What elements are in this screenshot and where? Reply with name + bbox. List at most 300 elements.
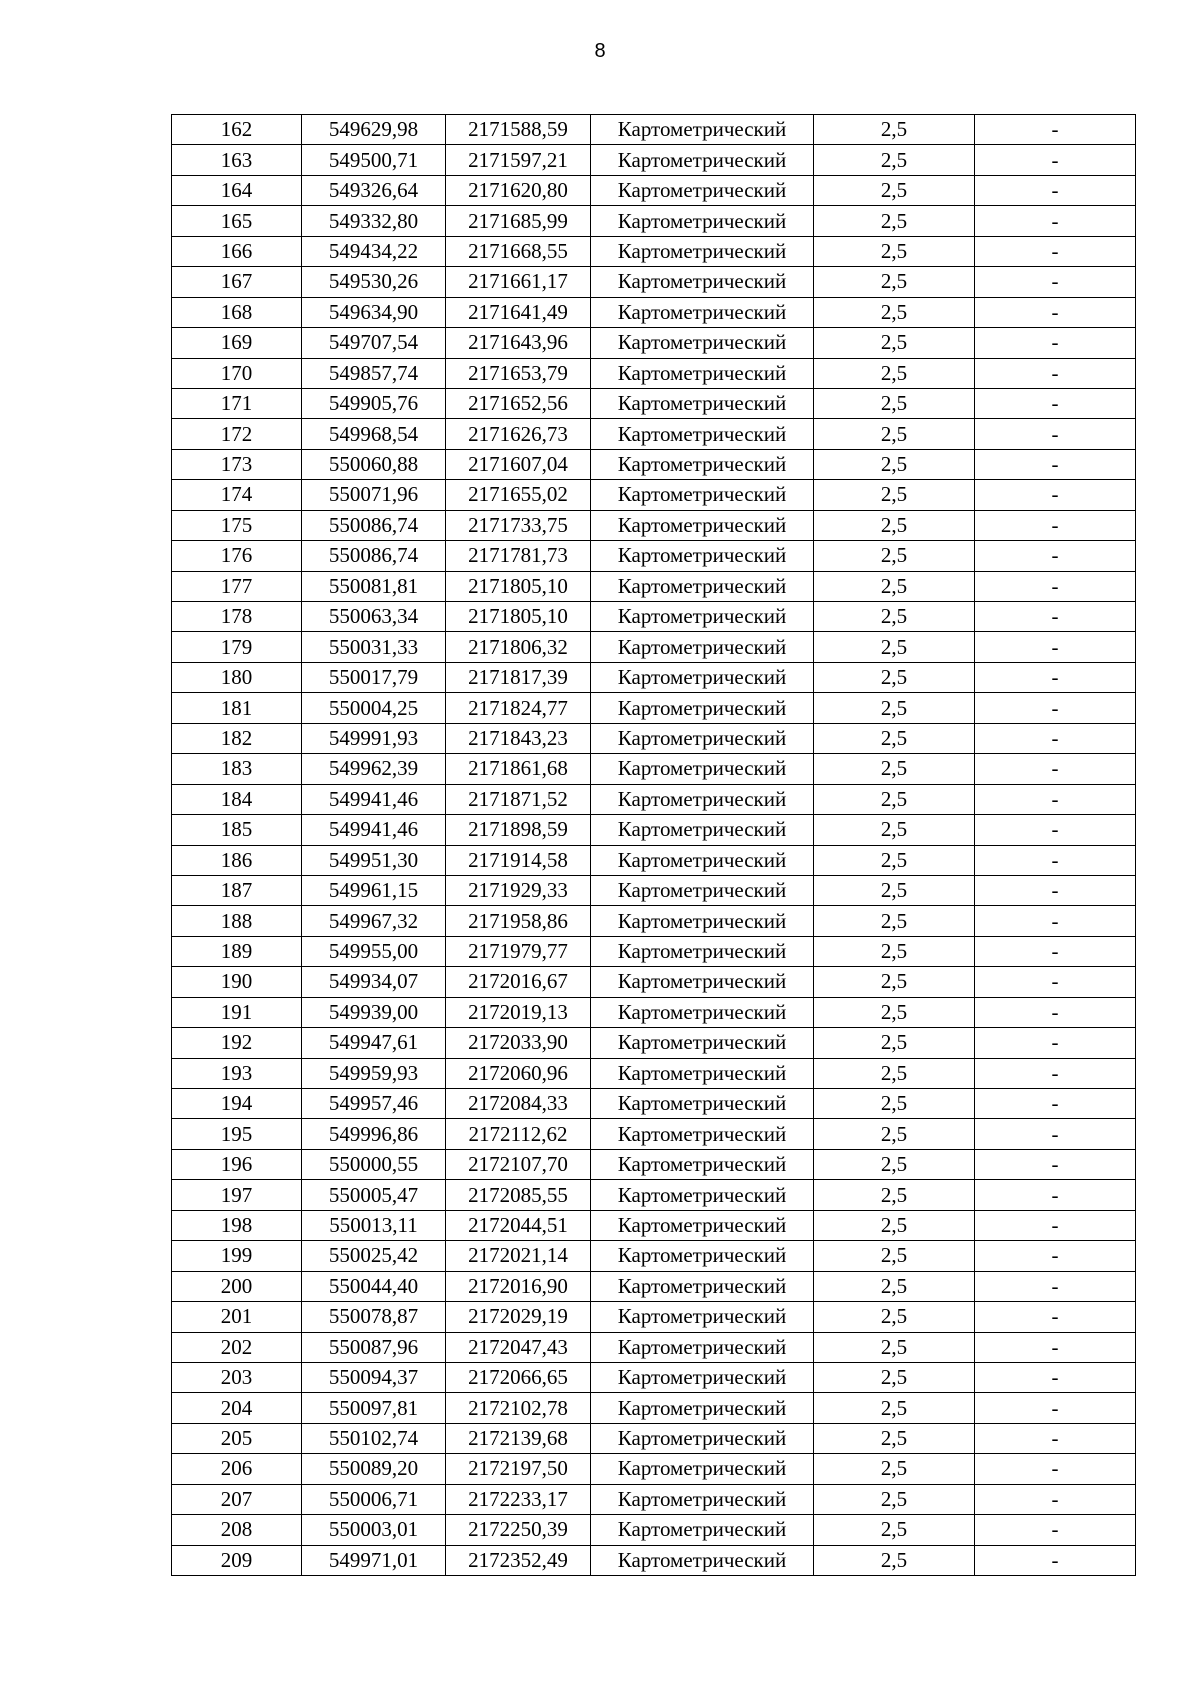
table-row	[172, 449, 1136, 479]
accuracy-cell: 2,5	[814, 906, 975, 936]
accuracy-cell: 2,5	[814, 1515, 975, 1545]
note-cell: -	[975, 358, 1136, 388]
table-row	[172, 419, 1136, 449]
note-cell: -	[975, 1423, 1136, 1453]
note-cell: -	[975, 1180, 1136, 1210]
method-cell: Картометрический	[591, 175, 814, 205]
y-coordinate-cell: 2172084,33	[446, 1089, 591, 1119]
table-row	[172, 1484, 1136, 1514]
method-cell: Картометрический	[591, 1302, 814, 1332]
point-number-cell: 167	[172, 267, 302, 297]
x-coordinate-cell: 550005,47	[302, 1180, 446, 1210]
y-coordinate-cell: 2171914,58	[446, 845, 591, 875]
table-row	[172, 358, 1136, 388]
x-coordinate-cell: 549629,98	[302, 115, 446, 145]
x-coordinate-cell: 550086,74	[302, 541, 446, 571]
table-row	[172, 1028, 1136, 1058]
x-coordinate-cell: 550063,34	[302, 602, 446, 632]
note-cell: -	[975, 175, 1136, 205]
y-coordinate-cell: 2171843,23	[446, 723, 591, 753]
note-cell: -	[975, 297, 1136, 327]
x-coordinate-cell: 549941,46	[302, 815, 446, 845]
note-cell: -	[975, 967, 1136, 997]
note-cell: -	[975, 510, 1136, 540]
x-coordinate-cell: 550031,33	[302, 632, 446, 662]
y-coordinate-cell: 2172197,50	[446, 1454, 591, 1484]
accuracy-cell: 2,5	[814, 1271, 975, 1301]
accuracy-cell: 2,5	[814, 997, 975, 1027]
point-number-cell: 186	[172, 845, 302, 875]
accuracy-cell: 2,5	[814, 388, 975, 418]
point-number-cell: 195	[172, 1119, 302, 1149]
table-row	[172, 510, 1136, 540]
accuracy-cell: 2,5	[814, 784, 975, 814]
y-coordinate-cell: 2171607,04	[446, 449, 591, 479]
method-cell: Картометрический	[591, 602, 814, 632]
point-number-cell: 180	[172, 662, 302, 692]
note-cell: -	[975, 1028, 1136, 1058]
method-cell: Картометрический	[591, 723, 814, 753]
point-number-cell: 185	[172, 815, 302, 845]
y-coordinate-cell: 2171805,10	[446, 602, 591, 632]
table-row	[172, 693, 1136, 723]
method-cell: Картометрический	[591, 693, 814, 723]
x-coordinate-cell: 549957,46	[302, 1089, 446, 1119]
point-number-cell: 190	[172, 967, 302, 997]
x-coordinate-cell: 549434,22	[302, 236, 446, 266]
x-coordinate-cell: 549947,61	[302, 1028, 446, 1058]
accuracy-cell: 2,5	[814, 206, 975, 236]
point-number-cell: 176	[172, 541, 302, 571]
table-row	[172, 1332, 1136, 1362]
note-cell: -	[975, 419, 1136, 449]
y-coordinate-cell: 2172139,68	[446, 1423, 591, 1453]
accuracy-cell: 2,5	[814, 115, 975, 145]
table-row	[172, 936, 1136, 966]
note-cell: -	[975, 1393, 1136, 1423]
y-coordinate-cell: 2171817,39	[446, 662, 591, 692]
note-cell: -	[975, 754, 1136, 784]
point-number-cell: 199	[172, 1241, 302, 1271]
note-cell: -	[975, 875, 1136, 905]
note-cell: -	[975, 997, 1136, 1027]
note-cell: -	[975, 1271, 1136, 1301]
point-number-cell: 184	[172, 784, 302, 814]
x-coordinate-cell: 549857,74	[302, 358, 446, 388]
x-coordinate-cell: 550097,81	[302, 1393, 446, 1423]
x-coordinate-cell: 549326,64	[302, 175, 446, 205]
y-coordinate-cell: 2172233,17	[446, 1484, 591, 1514]
y-coordinate-cell: 2171652,56	[446, 388, 591, 418]
accuracy-cell: 2,5	[814, 145, 975, 175]
method-cell: Картометрический	[591, 1362, 814, 1392]
point-number-cell: 194	[172, 1089, 302, 1119]
point-number-cell: 191	[172, 997, 302, 1027]
method-cell: Картометрический	[591, 754, 814, 784]
accuracy-cell: 2,5	[814, 1119, 975, 1149]
method-cell: Картометрический	[591, 1028, 814, 1058]
y-coordinate-cell: 2171929,33	[446, 875, 591, 905]
table-row	[172, 206, 1136, 236]
y-coordinate-cell: 2171824,77	[446, 693, 591, 723]
table-row	[172, 632, 1136, 662]
y-coordinate-cell: 2172085,55	[446, 1180, 591, 1210]
y-coordinate-cell: 2172102,78	[446, 1393, 591, 1423]
y-coordinate-cell: 2171653,79	[446, 358, 591, 388]
y-coordinate-cell: 2171641,49	[446, 297, 591, 327]
method-cell: Картометрический	[591, 784, 814, 814]
x-coordinate-cell: 550017,79	[302, 662, 446, 692]
method-cell: Картометрический	[591, 449, 814, 479]
note-cell: -	[975, 1210, 1136, 1240]
table-row	[172, 784, 1136, 814]
accuracy-cell: 2,5	[814, 1332, 975, 1362]
accuracy-cell: 2,5	[814, 1393, 975, 1423]
note-cell: -	[975, 662, 1136, 692]
accuracy-cell: 2,5	[814, 510, 975, 540]
y-coordinate-cell: 2172250,39	[446, 1515, 591, 1545]
method-cell: Картометрический	[591, 662, 814, 692]
table-row	[172, 1210, 1136, 1240]
note-cell: -	[975, 388, 1136, 418]
point-number-cell: 168	[172, 297, 302, 327]
point-number-cell: 192	[172, 1028, 302, 1058]
method-cell: Картометрический	[591, 1058, 814, 1088]
method-cell: Картометрический	[591, 571, 814, 601]
accuracy-cell: 2,5	[814, 1423, 975, 1453]
y-coordinate-cell: 2172352,49	[446, 1545, 591, 1575]
method-cell: Картометрический	[591, 1210, 814, 1240]
note-cell: -	[975, 602, 1136, 632]
accuracy-cell: 2,5	[814, 967, 975, 997]
point-number-cell: 187	[172, 875, 302, 905]
point-number-cell: 201	[172, 1302, 302, 1332]
table-row	[172, 845, 1136, 875]
note-cell: -	[975, 784, 1136, 814]
method-cell: Картометрический	[591, 267, 814, 297]
method-cell: Картометрический	[591, 419, 814, 449]
method-cell: Картометрический	[591, 875, 814, 905]
note-cell: -	[975, 328, 1136, 358]
point-number-cell: 175	[172, 510, 302, 540]
y-coordinate-cell: 2172107,70	[446, 1149, 591, 1179]
accuracy-cell: 2,5	[814, 1058, 975, 1088]
x-coordinate-cell: 550071,96	[302, 480, 446, 510]
table-row	[172, 662, 1136, 692]
note-cell: -	[975, 1454, 1136, 1484]
method-cell: Картометрический	[591, 1454, 814, 1484]
y-coordinate-cell: 2171588,59	[446, 115, 591, 145]
x-coordinate-cell: 550044,40	[302, 1271, 446, 1301]
y-coordinate-cell: 2171979,77	[446, 936, 591, 966]
table-row	[172, 267, 1136, 297]
table-row	[172, 997, 1136, 1027]
x-coordinate-cell: 549967,32	[302, 906, 446, 936]
method-cell: Картометрический	[591, 541, 814, 571]
table-row	[172, 480, 1136, 510]
coordinates-table	[171, 114, 1136, 1576]
note-cell: -	[975, 1089, 1136, 1119]
table-row	[172, 1241, 1136, 1271]
note-cell: -	[975, 1241, 1136, 1271]
accuracy-cell: 2,5	[814, 236, 975, 266]
accuracy-cell: 2,5	[814, 1545, 975, 1575]
y-coordinate-cell: 2172066,65	[446, 1362, 591, 1392]
table-row	[172, 875, 1136, 905]
point-number-cell: 204	[172, 1393, 302, 1423]
point-number-cell: 173	[172, 449, 302, 479]
note-cell: -	[975, 1149, 1136, 1179]
x-coordinate-cell: 550081,81	[302, 571, 446, 601]
method-cell: Картометрический	[591, 236, 814, 266]
y-coordinate-cell: 2172060,96	[446, 1058, 591, 1088]
table-row	[172, 1302, 1136, 1332]
x-coordinate-cell: 550003,01	[302, 1515, 446, 1545]
y-coordinate-cell: 2171781,73	[446, 541, 591, 571]
y-coordinate-cell: 2171620,80	[446, 175, 591, 205]
method-cell: Картометрический	[591, 388, 814, 418]
x-coordinate-cell: 549961,15	[302, 875, 446, 905]
point-number-cell: 181	[172, 693, 302, 723]
point-number-cell: 200	[172, 1271, 302, 1301]
method-cell: Картометрический	[591, 1515, 814, 1545]
point-number-cell: 171	[172, 388, 302, 418]
method-cell: Картометрический	[591, 1180, 814, 1210]
note-cell: -	[975, 145, 1136, 175]
y-coordinate-cell: 2172016,90	[446, 1271, 591, 1301]
point-number-cell: 183	[172, 754, 302, 784]
point-number-cell: 189	[172, 936, 302, 966]
point-number-cell: 188	[172, 906, 302, 936]
method-cell: Картометрический	[591, 1089, 814, 1119]
x-coordinate-cell: 550006,71	[302, 1484, 446, 1514]
y-coordinate-cell: 2172112,62	[446, 1119, 591, 1149]
x-coordinate-cell: 549500,71	[302, 145, 446, 175]
note-cell: -	[975, 236, 1136, 266]
y-coordinate-cell: 2171958,86	[446, 906, 591, 936]
note-cell: -	[975, 632, 1136, 662]
y-coordinate-cell: 2172033,90	[446, 1028, 591, 1058]
x-coordinate-cell: 549934,07	[302, 967, 446, 997]
table-row	[172, 1393, 1136, 1423]
y-coordinate-cell: 2171655,02	[446, 480, 591, 510]
accuracy-cell: 2,5	[814, 693, 975, 723]
method-cell: Картометрический	[591, 1545, 814, 1575]
method-cell: Картометрический	[591, 115, 814, 145]
x-coordinate-cell: 549991,93	[302, 723, 446, 753]
y-coordinate-cell: 2171685,99	[446, 206, 591, 236]
x-coordinate-cell: 550078,87	[302, 1302, 446, 1332]
table-row	[172, 754, 1136, 784]
table-row	[172, 145, 1136, 175]
method-cell: Картометрический	[591, 480, 814, 510]
point-number-cell: 172	[172, 419, 302, 449]
x-coordinate-cell: 550004,25	[302, 693, 446, 723]
method-cell: Картометрический	[591, 815, 814, 845]
accuracy-cell: 2,5	[814, 815, 975, 845]
table-row	[172, 967, 1136, 997]
page-number: 8	[594, 40, 606, 62]
x-coordinate-cell: 550102,74	[302, 1423, 446, 1453]
method-cell: Картометрический	[591, 206, 814, 236]
accuracy-cell: 2,5	[814, 875, 975, 905]
accuracy-cell: 2,5	[814, 602, 975, 632]
x-coordinate-cell: 549332,80	[302, 206, 446, 236]
x-coordinate-cell: 549634,90	[302, 297, 446, 327]
y-coordinate-cell: 2171871,52	[446, 784, 591, 814]
table-row	[172, 541, 1136, 571]
x-coordinate-cell: 550013,11	[302, 1210, 446, 1240]
accuracy-cell: 2,5	[814, 1454, 975, 1484]
method-cell: Картометрический	[591, 510, 814, 540]
table-body	[172, 115, 1136, 1576]
x-coordinate-cell: 549959,93	[302, 1058, 446, 1088]
table-row	[172, 1271, 1136, 1301]
point-number-cell: 208	[172, 1515, 302, 1545]
method-cell: Картометрический	[591, 1484, 814, 1514]
accuracy-cell: 2,5	[814, 1362, 975, 1392]
x-coordinate-cell: 549996,86	[302, 1119, 446, 1149]
accuracy-cell: 2,5	[814, 328, 975, 358]
y-coordinate-cell: 2171805,10	[446, 571, 591, 601]
x-coordinate-cell: 550087,96	[302, 1332, 446, 1362]
note-cell: -	[975, 693, 1136, 723]
table-row	[172, 1119, 1136, 1149]
accuracy-cell: 2,5	[814, 1089, 975, 1119]
method-cell: Картометрический	[591, 145, 814, 175]
point-number-cell: 203	[172, 1362, 302, 1392]
x-coordinate-cell: 549707,54	[302, 328, 446, 358]
point-number-cell: 166	[172, 236, 302, 266]
x-coordinate-cell: 549962,39	[302, 754, 446, 784]
table-row	[172, 815, 1136, 845]
y-coordinate-cell: 2171733,75	[446, 510, 591, 540]
note-cell: -	[975, 480, 1136, 510]
accuracy-cell: 2,5	[814, 541, 975, 571]
point-number-cell: 202	[172, 1332, 302, 1362]
point-number-cell: 178	[172, 602, 302, 632]
x-coordinate-cell: 549968,54	[302, 419, 446, 449]
note-cell: -	[975, 267, 1136, 297]
accuracy-cell: 2,5	[814, 419, 975, 449]
table-row	[172, 1180, 1136, 1210]
x-coordinate-cell: 550086,74	[302, 510, 446, 540]
x-coordinate-cell: 550060,88	[302, 449, 446, 479]
method-cell: Картометрический	[591, 997, 814, 1027]
note-cell: -	[975, 1362, 1136, 1392]
note-cell: -	[975, 1302, 1136, 1332]
accuracy-cell: 2,5	[814, 1180, 975, 1210]
table-row	[172, 236, 1136, 266]
y-coordinate-cell: 2171806,32	[446, 632, 591, 662]
note-cell: -	[975, 906, 1136, 936]
note-cell: -	[975, 206, 1136, 236]
table-row	[172, 1423, 1136, 1453]
accuracy-cell: 2,5	[814, 1241, 975, 1271]
table-row	[172, 602, 1136, 632]
method-cell: Картометрический	[591, 1393, 814, 1423]
accuracy-cell: 2,5	[814, 1149, 975, 1179]
x-coordinate-cell: 550094,37	[302, 1362, 446, 1392]
note-cell: -	[975, 1119, 1136, 1149]
point-number-cell: 207	[172, 1484, 302, 1514]
accuracy-cell: 2,5	[814, 1484, 975, 1514]
y-coordinate-cell: 2171597,21	[446, 145, 591, 175]
point-number-cell: 193	[172, 1058, 302, 1088]
note-cell: -	[975, 1545, 1136, 1575]
point-number-cell: 177	[172, 571, 302, 601]
table-row	[172, 328, 1136, 358]
x-coordinate-cell: 549955,00	[302, 936, 446, 966]
accuracy-cell: 2,5	[814, 449, 975, 479]
method-cell: Картометрический	[591, 328, 814, 358]
point-number-cell: 165	[172, 206, 302, 236]
note-cell: -	[975, 115, 1136, 145]
method-cell: Картометрический	[591, 1332, 814, 1362]
point-number-cell: 169	[172, 328, 302, 358]
accuracy-cell: 2,5	[814, 267, 975, 297]
accuracy-cell: 2,5	[814, 297, 975, 327]
point-number-cell: 196	[172, 1149, 302, 1179]
table-row	[172, 571, 1136, 601]
method-cell: Картометрический	[591, 632, 814, 662]
accuracy-cell: 2,5	[814, 632, 975, 662]
point-number-cell: 209	[172, 1545, 302, 1575]
y-coordinate-cell: 2172021,14	[446, 1241, 591, 1271]
point-number-cell: 162	[172, 115, 302, 145]
method-cell: Картометрический	[591, 1119, 814, 1149]
point-number-cell: 174	[172, 480, 302, 510]
note-cell: -	[975, 1058, 1136, 1088]
point-number-cell: 197	[172, 1180, 302, 1210]
method-cell: Картометрический	[591, 1241, 814, 1271]
x-coordinate-cell: 549939,00	[302, 997, 446, 1027]
y-coordinate-cell: 2171898,59	[446, 815, 591, 845]
point-number-cell: 205	[172, 1423, 302, 1453]
point-number-cell: 198	[172, 1210, 302, 1240]
accuracy-cell: 2,5	[814, 723, 975, 753]
y-coordinate-cell: 2172019,13	[446, 997, 591, 1027]
x-coordinate-cell: 549951,30	[302, 845, 446, 875]
point-number-cell: 182	[172, 723, 302, 753]
accuracy-cell: 2,5	[814, 754, 975, 784]
accuracy-cell: 2,5	[814, 1028, 975, 1058]
point-number-cell: 163	[172, 145, 302, 175]
table-row	[172, 115, 1136, 145]
accuracy-cell: 2,5	[814, 571, 975, 601]
table-row	[172, 1089, 1136, 1119]
note-cell: -	[975, 541, 1136, 571]
table-row	[172, 1515, 1136, 1545]
table-row	[172, 1362, 1136, 1392]
y-coordinate-cell: 2171861,68	[446, 754, 591, 784]
x-coordinate-cell: 550025,42	[302, 1241, 446, 1271]
x-coordinate-cell: 549905,76	[302, 388, 446, 418]
x-coordinate-cell: 550000,55	[302, 1149, 446, 1179]
y-coordinate-cell: 2171668,55	[446, 236, 591, 266]
table-row	[172, 1454, 1136, 1484]
table-row	[172, 1545, 1136, 1575]
table-row	[172, 1149, 1136, 1179]
table-row	[172, 388, 1136, 418]
point-number-cell: 170	[172, 358, 302, 388]
note-cell: -	[975, 723, 1136, 753]
accuracy-cell: 2,5	[814, 845, 975, 875]
note-cell: -	[975, 936, 1136, 966]
x-coordinate-cell: 549941,46	[302, 784, 446, 814]
method-cell: Картометрический	[591, 845, 814, 875]
point-number-cell: 164	[172, 175, 302, 205]
